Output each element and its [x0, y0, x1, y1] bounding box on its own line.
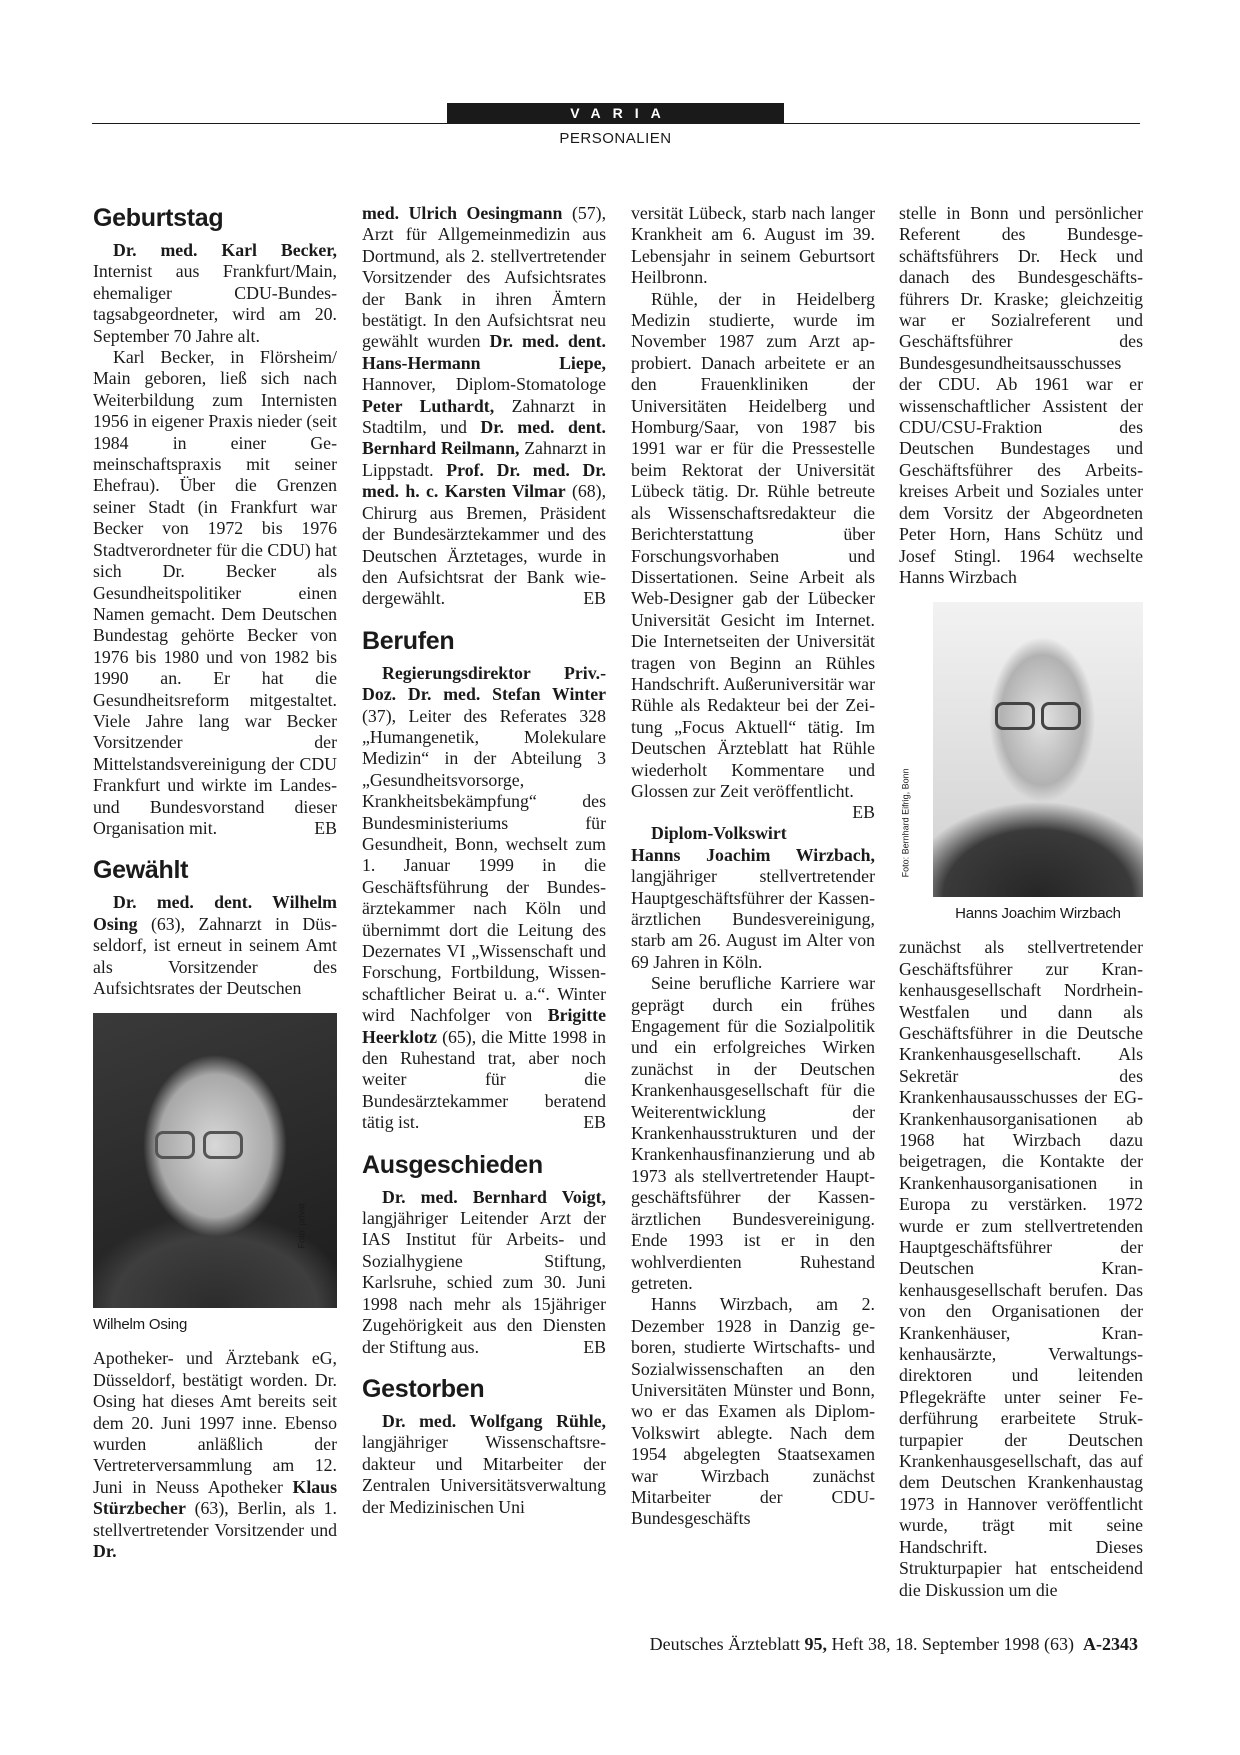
name-wirzbach: Diplom-Volkswirt Hanns Joachim Wirzbach, [631, 823, 875, 865]
header-rule [92, 123, 1140, 124]
footer-volume: 95, [804, 1634, 828, 1654]
footer-journal: Deutsches Ärzteblatt [649, 1634, 805, 1654]
paragraph-ruehle-bio [631, 288, 875, 823]
text-osing-intro: (63), Zahnarzt in Düsseldorf, ist erneut in seinem Amt als Vorsitzender des Aufsichtsrates der Deutschen [93, 913, 337, 998]
signature: EB [852, 802, 875, 823]
name-stuerzbecher: Klaus Stürzbecher [93, 1476, 337, 1519]
signature: EB [583, 1112, 606, 1133]
text-ruehle-bio: Rühle, der in Heidelberg Medizin studierte, wurde im November 1987 zum Arzt approbiert. Danach arbeitete er an den Frauenkliniken der Universitäten Heidelberg und Homburg/Saar, von 1987 bis 1991 war er für die Pressestelle beim Rektorat der Universität Lübeck tätig. Dr. Rühle betreute als Wissenschaftsredakteur die Berichterstattung über Forschungsvorhaben und Dissertationen. Seine Arbeit als Web-Designer gab der Lübecker Universität Gesicht im Internet. Die Internetseiten der Universität tragen von Beginn an Rühles Handschrift. Außeruniversitär war Rühle als Redakteur bei der Zeitung „Focus Aktuell“ tätig. Im Deutschen Ärzteblatt hat Rühle wiederholt Kommentare und Glossen zur Zeit veröffentlicht. [631, 288, 875, 801]
heading-berufen: Berufen [362, 626, 455, 655]
text-osing-cont: Apotheker- und Ärztebank eG, Düsseldorf, bestätigt worden. Dr. Osing hat dieses Amt bereits seit dem 20. Juni 1997 inne. Ebenso wurden anläßlich der Vertreterversammlung am 12. Juni in Neuss Apotheker [93, 1348, 337, 1497]
glasses-shape [155, 1131, 195, 1159]
name-liepe: Dr. med. dent. Hans-Hermann Liepe, [362, 331, 606, 373]
photo-caption: Hanns Joachim Wirzbach [955, 905, 1121, 923]
name-heerklotz: Brigitte Heerklotz [362, 1005, 606, 1047]
photo-wirzbach-block [900, 602, 1143, 923]
name-dr: Dr. [93, 1541, 117, 1562]
footer-issue: Heft 38, 18. September 1998 (63) [827, 1634, 1074, 1654]
name-becker: Dr. med. Karl Becker, [113, 240, 337, 260]
paragraph-wirzbach-cont: stelle in Bonn und persönlicher Referent des Bundesgeschäftsführers Dr. Heck und danach des Bundesgeschäftsführers Dr. Kraske; gleichzeitig war er Sozialreferent und Geschäftsführer des Bundesgesundheitsausschusses der CDU. Ab 1961 war er wissenschaftlicher Assistent der CDU/CSU-Fraktion des Deutschen Bundestages und Geschäftsführer des Arbeitskreises Arbeit und Soziales unter dem Vorsitz der Abgeordneten Peter Horn, Hans Schütz und Josef Stingl. 1964 wechselte Hanns Wirzbach [899, 203, 1143, 587]
paragraph-ruehle-cont: versität Lübeck, starb nach langer Krankheit am 6. August im 39. Lebensjahr in seinem Geburtsort Heilbronn. [631, 203, 875, 288]
name-winter: Regierungsdirektor Priv.-Doz. Dr. med. Stefan Winter [362, 662, 606, 705]
name-reilmann: Dr. med. dent. Bernhard Reilmann, [362, 417, 606, 459]
paragraph-winter [362, 663, 606, 1134]
text-winter: (37), Leiter des Referates 328 „Humangenetik, Molekulare Medizin“ in der Abteilung 3 „Gesundheitsvorsorge, Krankheitsbekämpfung“ des Bundesministeriums für Gesundheit, Bonn, wechselt zum 1. Januar 1999 in die Geschäftsführung der Bundes-ärztekammer nach Köln und übernimmt dort die Leitung des Dezernates VI „Wissenschaft und Forschung, Fortbildung, Wissenschaftlicher Beirat u. a.“. Winter wird Nachfolger von [362, 705, 606, 1026]
text-heerklotz: (65), die Mitte 1998 in den Ruhestand trat, aber noch weiter für die Bundesärztekammer beratend tätig ist. [362, 1026, 606, 1133]
text-osing-end: (63), Berlin, als 1. stellvertretender Vorsitzender und [93, 1498, 337, 1540]
name-oesingmann: med. Ulrich Oesingmann [362, 203, 563, 223]
column-3 [631, 203, 875, 1603]
photo-credit: Foto: privat [296, 1203, 307, 1249]
glasses-shape [995, 702, 1035, 730]
paragraph-wirzbach-career: Seine berufliche Karriere war geprägt durch ein frühes Engagement für die Sozialpolitik und ein erfolgreiches Wirken zunächst in der Deutschen Krankenhausgesellschaft für die Weiterentwicklung der Krankenhausstrukturen und der Krankenhausfinanzierung und ab 1973 als stellvertretender Hauptgeschäftsführer der Kassenärztlichen Bundesvereinigung. Ende 1993 ist er in den wohlverdienten Ruhestand getreten. [631, 973, 875, 1293]
heading-geburtstag: Geburtstag [93, 204, 224, 232]
photo-caption: Wilhelm Osing [93, 1316, 188, 1334]
paragraph-wirzbach-intro [631, 823, 875, 973]
glasses-shape [203, 1131, 243, 1159]
paragraph-oesingmann [362, 203, 606, 610]
text-becker-bio: Karl Becker, in Flörsheim/ Main geboren, ließ sich nach Weiterbildung zum Internisten 1956 in eigener Praxis nieder (seit 1984 in einer Gemeinschaftspraxis mit seiner Ehefrau). Über die Grenzen seiner Stadt (in Frankfurt war Becker von 1972 bis 1976 Stadtverordneter für die CDU) hat sich Dr. Becker als Gesundheitspolitiker einen Namen gemacht. Dem Deutschen Bundestag gehörte Becker von 1976 bis 1980 und von 1982 bis 1990 an. Er hat die Gesundheitsreform mitgestaltet. Viele Jahre lang war Becker Vorsitzender der Mittelstandsvereinigung der CDU Frankfurt und wirkte im Landes- und Bundesvorstand dieser Organisation mit. [93, 347, 337, 838]
signature: EB [314, 817, 337, 838]
paragraph-becker-intro [93, 240, 337, 347]
column-4 [899, 203, 1143, 1603]
photo-osing-block [93, 1013, 337, 1334]
heading-gewaehlt: Gewählt [93, 856, 189, 885]
paragraph-osing-cont [93, 1348, 337, 1562]
name-osing: Dr. med. dent. Wilhelm Osing [93, 892, 337, 934]
footer-page-number: A-2343 [1083, 1634, 1138, 1654]
paragraph-osing-intro [93, 892, 337, 999]
paragraph-voigt [362, 1187, 606, 1358]
paragraph-wirzbach-bio: Hanns Wirzbach, am 2. Dezember 1928 in Danzig geboren, studierte Wirtschafts- und Sozialwissenschaften an den Universitäten Münster und Bonn, wo er das Examen als Diplom-Volkswirt ablegte. Nach dem 1954 abgelegten Staatsexamen war Wirzbach zunächst Mitarbeiter der CDU-Bundesgeschäfts [631, 1294, 875, 1529]
section-label: PERSONALIEN [559, 130, 672, 147]
text-vilmar: (68), Chirurg aus Bremen, Präsident der Bundesärztekammer und des Deutschen Ärztetages, wurde in den Aufsichtsrat der Bank wiedergewählt. [362, 481, 606, 609]
paragraph-ruehle [362, 1411, 606, 1518]
page-header [0, 0, 1240, 160]
text-voigt: langjähriger Leitender Arzt der IAS Institut für Arbeits- und Sozialhygiene Stiftung, Karlsruhe, schied zum 30. Juni 1998 nach mehr als 15jähriger Zugehörigkeit aus den Diensten der Stiftung aus. [362, 1208, 606, 1357]
portrait-photo-wirzbach [900, 602, 1143, 897]
paragraph-wirzbach-dkg: zunächst als stellvertretender Geschäftsführer zur Krankenhausgesellschaft Nordrhein-Westfalen und dann als Geschäftsführer in die Deutsche Krankenhausgesellschaft. Als Sekretär des Krankenhausausschusses der EG-Krankenhausorganisationen ab 1968 hat Wirzbach dazu beigetragen, die Kontakte der Krankenhausorganisationen in Europa zu verstärken. 1972 wurde er zum stellvertretenden Hauptgeschäftsführer der Deutschen Krankenhausgesellschaft berufen. Das von den Organisationen der Krankenhäuser, Krankenhausärzte, Verwaltungsdirektoren und leitenden Pflegekräfte unter seiner Federführung erarbeitete Strukturpapier der Deutschen Krankenhausgesellschaft, das auf dem Deutschen Krankenhaustag 1973 in Hannover veröffentlicht wurde, trägt mit seine Handschrift. Dieses Strukturpapier hat entscheidend die Diskussion um die [899, 937, 1143, 1600]
paragraph-becker-bio [93, 347, 337, 839]
glasses-shape [1041, 702, 1081, 730]
column-2 [362, 203, 606, 1603]
page-footer [650, 1634, 1138, 1655]
heading-ausgeschieden: Ausgeschieden [362, 1150, 543, 1179]
name-voigt: Dr. med. Bernhard Voigt, [382, 1186, 606, 1207]
signature: EB [583, 588, 606, 609]
text-oesingmann: (57), Arzt für Allgemeinmedizin aus Dortmund, als 2. stellvertretender Vorsitzender des Aufsichtsrates der Bank in ihren Ämtern bestätigt. In den Aufsichtsrat neu gewählt wurden [362, 203, 606, 352]
text-luthardt: Zahnarzt in Stadtilm, und [362, 395, 606, 438]
name-vilmar: Prof. Dr. med. Dr. med. h. c. Karsten Vilmar [362, 459, 606, 502]
text-becker-intro: Internist aus Frankfurt/Main, ehemaliger CDU-Bundestagsabgeordneter, wird am 20. September 70 Jahre alt. [93, 261, 337, 346]
category-bar: VARIA [447, 103, 784, 123]
portrait-photo-osing [93, 1013, 337, 1308]
heading-gestorben: Gestorben [362, 1374, 485, 1403]
text-reilmann: Zahnarzt in Lippstadt. [362, 438, 606, 480]
name-ruehle: Dr. med. Wolfgang Rühle, [382, 1410, 606, 1431]
photo-credit: Foto: Bernhard Eifrig, Bonn [900, 768, 911, 878]
text-ruehle: langjähriger Wissenschaftsredakteur und Mitarbeiter der Zentralen Universitätsverwaltung der Medizinischen Uni [362, 1432, 606, 1517]
text-liepe: Hannover, Diplom-Stomatologe [362, 374, 606, 395]
column-1 [93, 203, 337, 1603]
signature: EB [583, 1336, 606, 1357]
text-wirzbach-intro: langjähriger stellvertretender Hauptgeschäftsführer der Kassenärztlichen Bundesvereinigung, starb am 26. August im Alter von 69 Jahren in Köln. [631, 866, 875, 972]
name-luthardt: Peter Luthardt, [362, 395, 495, 416]
